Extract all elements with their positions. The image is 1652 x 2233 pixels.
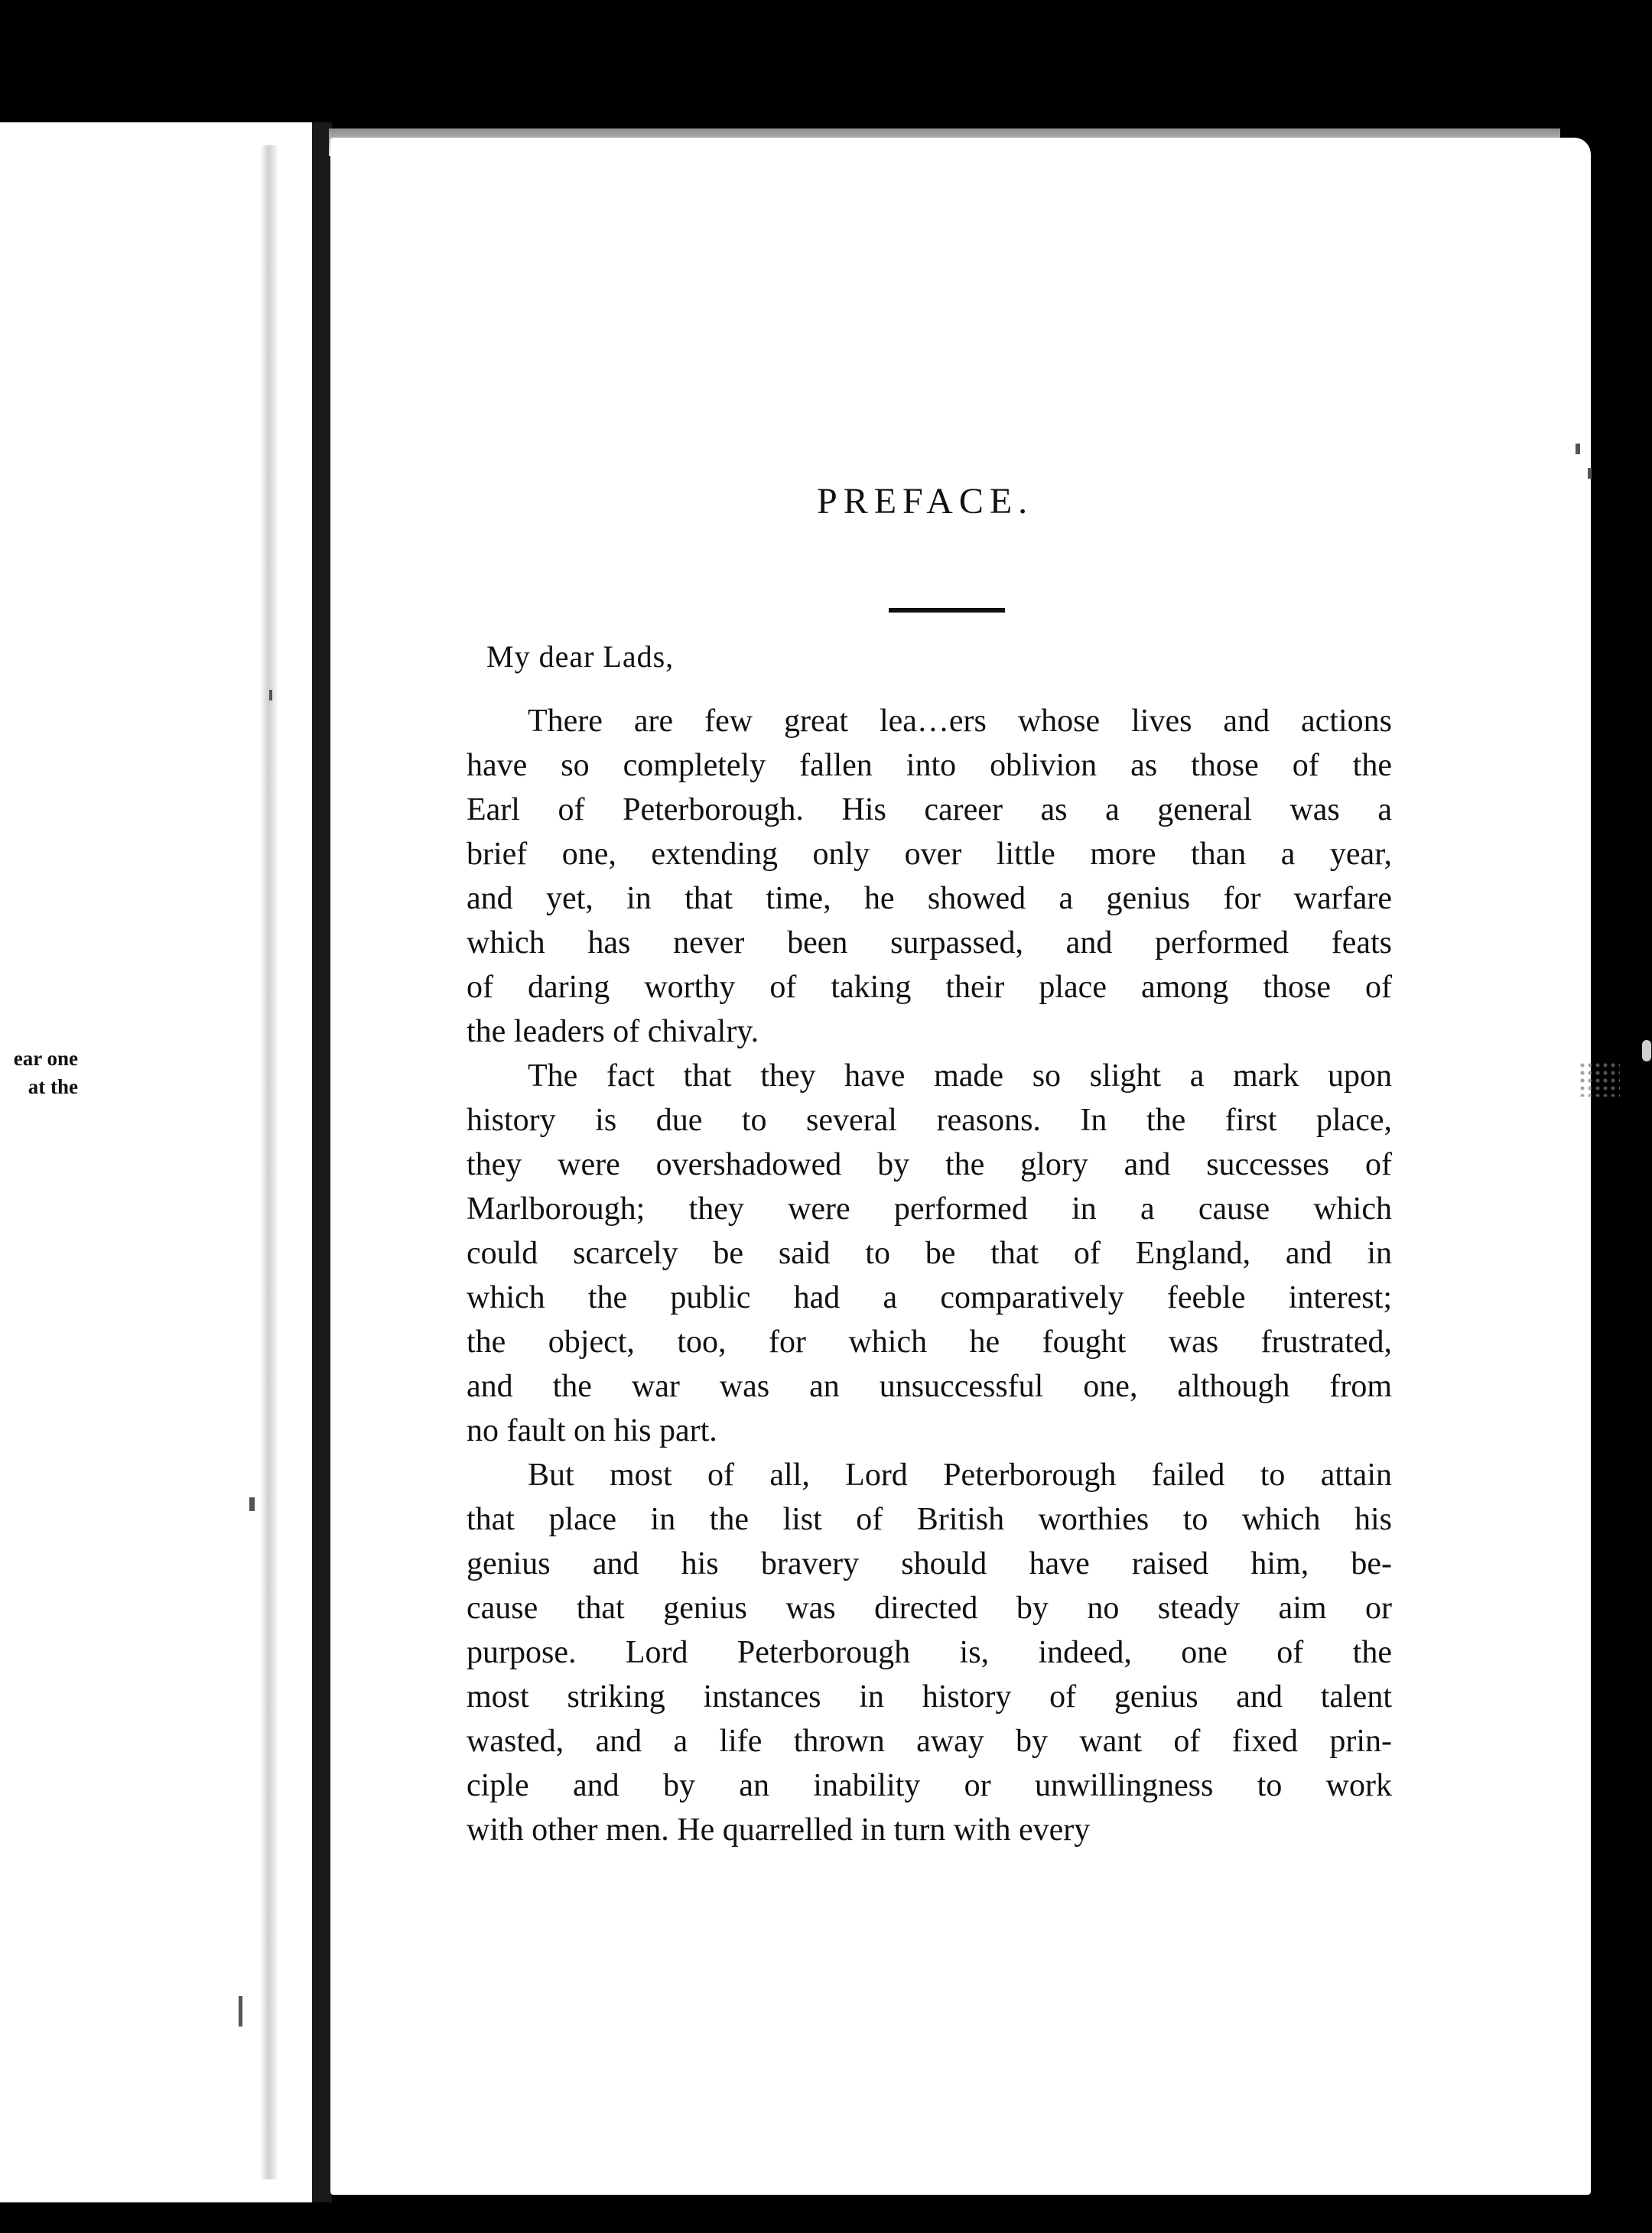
margin-mark	[1588, 468, 1592, 479]
edge-mark	[1642, 1040, 1651, 1061]
text-line: no fault on his part.	[467, 1413, 717, 1448]
margin-mark	[239, 1996, 242, 2027]
text-line: the object, too, for which he fought was frustrated,	[467, 1325, 1392, 1360]
text-line: that place in the list of British worthies to which his	[467, 1502, 1392, 1537]
text-line: cause that genius was directed by no steady aim or	[467, 1591, 1392, 1626]
text-line: genius and his bravery should have raised him, be-	[467, 1546, 1392, 1581]
paragraph	[467, 699, 1392, 1054]
text-line: brief one, extending only over little more than a year,	[467, 837, 1392, 872]
paragraph	[467, 1453, 1392, 1852]
margin-mark	[1576, 444, 1580, 454]
margin-mark	[269, 690, 272, 700]
text-line: There are few great lea…ers whose lives and actions	[528, 704, 1392, 739]
text-line: have so completely fallen into oblivion as those of the	[467, 748, 1392, 783]
text-line: with other men. He quarrelled in turn with every	[467, 1812, 1091, 1848]
spine-shadow	[260, 145, 277, 2179]
text-line: The fact that they have made so slight a mark upon	[528, 1058, 1392, 1094]
heading-rule	[889, 608, 1005, 613]
margin-mark	[249, 1497, 255, 1511]
paragraph	[467, 1054, 1392, 1453]
text-line: of daring worthy of taking their place among those of	[467, 970, 1392, 1005]
page-heading: PREFACE.	[817, 481, 1034, 522]
text-line: which has never been surpassed, and performed feats	[467, 925, 1392, 960]
text-line: and the war was an unsuccessful one, although from	[467, 1369, 1392, 1404]
text-line: most striking instances in history of genius and talent	[467, 1679, 1392, 1715]
book-gutter	[312, 122, 332, 2202]
facing-page-line: ear one	[13, 1047, 78, 1070]
text-line: But most of all, Lord Peterborough failed to attain	[528, 1458, 1392, 1493]
text-line: Earl of Peterborough. His career as a general was a	[467, 792, 1392, 827]
text-line: wasted, and a life thrown away by want of fixed prin-	[467, 1724, 1392, 1759]
preface-body	[467, 699, 1392, 1852]
text-line: history is due to several reasons. In the first place,	[467, 1103, 1392, 1138]
text-line: and yet, in that time, he showed a genius for warfare	[467, 881, 1392, 916]
text-line: purpose. Lord Peterborough is, indeed, one of the	[467, 1635, 1392, 1670]
text-line: Marlborough; they were performed in a cause which	[467, 1191, 1392, 1227]
facing-page-text	[2, 1045, 78, 1101]
page-edge-speckle	[1579, 1061, 1620, 1097]
text-line: could scarcely be said to be that of England, and in	[467, 1236, 1392, 1271]
text-line: the leaders of chivalry.	[467, 1014, 759, 1049]
text-line: which the public had a comparatively feeble interest;	[467, 1280, 1392, 1315]
text-line: they were overshadowed by the glory and successes of	[467, 1147, 1392, 1182]
text-line: ciple and by an inability or unwillingness to work	[467, 1768, 1392, 1803]
facing-page-line: at the	[28, 1075, 78, 1098]
salutation: My dear Lads,	[486, 639, 675, 674]
